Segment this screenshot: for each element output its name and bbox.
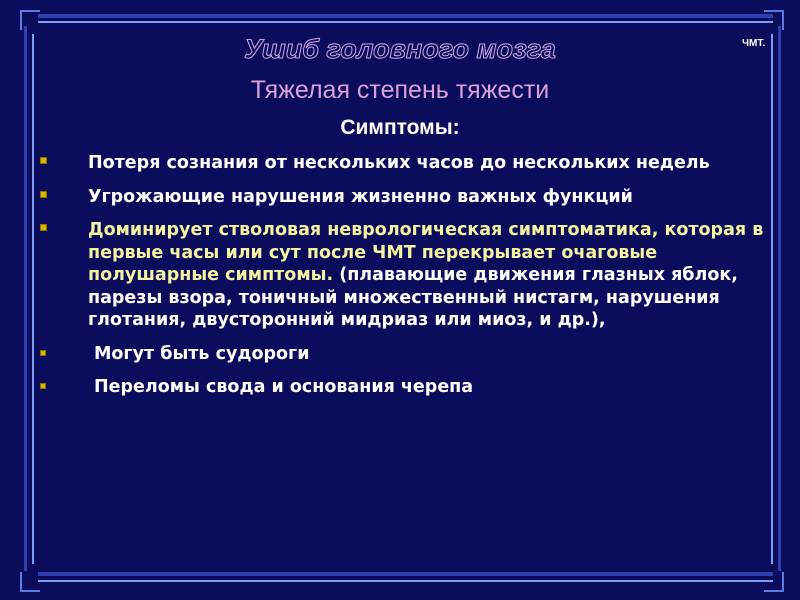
bullet-icon [41,351,45,355]
symptoms-heading: Симптомы: [340,116,460,139]
frame-left-bar [24,26,27,571]
frame-corner-top-left [20,10,40,30]
list-item [36,219,776,332]
list-item [36,376,776,399]
list-item-text: Угрожающие нарушения жизненно важных функций [88,186,633,207]
list-item-text: Переломы свода и основания черепа [94,377,474,397]
frame-top-bar [38,14,773,18]
frame-top-line [38,21,773,23]
slide-title: Ушиб головного мозга [244,34,556,64]
bullet-icon [41,384,45,388]
bullet-icon [41,192,46,197]
frame-right-bar [778,26,781,571]
section-tag: ЧМТ. [742,38,766,49]
frame-bottom-line [38,580,773,582]
frame-corner-bottom-left [20,572,40,592]
list-item [36,343,776,366]
frame-bottom-bar [38,572,773,576]
symptom-list [36,152,776,410]
list-item-text: Потеря сознания от нескольких часов до нескольких недель [88,153,710,173]
list-item [36,152,776,175]
bullet-icon [41,158,46,163]
bullet-icon [41,225,46,230]
highlighted-text: Доминирует стволовая неврологическая симптоматика, которая в первые часы или сут после ЧМТ перекрывает очаговые полушарные симптомы. [88,220,764,285]
frame-left-line [32,34,34,564]
list-item [36,186,776,209]
frame-corner-top-right [764,10,784,30]
list-item-text [88,219,776,332]
frame-corner-bottom-right [764,572,784,592]
list-item-details: (плавающие движения глазных яблок, парезы взора, тоничный множественный нистагм, нарушения глотания, двусторонний мидриаз или миоз, и др.), [88,265,738,330]
slide-subtitle: Тяжелая степень тяжести [250,76,550,104]
list-item-text: Могут быть судороги [94,343,310,364]
